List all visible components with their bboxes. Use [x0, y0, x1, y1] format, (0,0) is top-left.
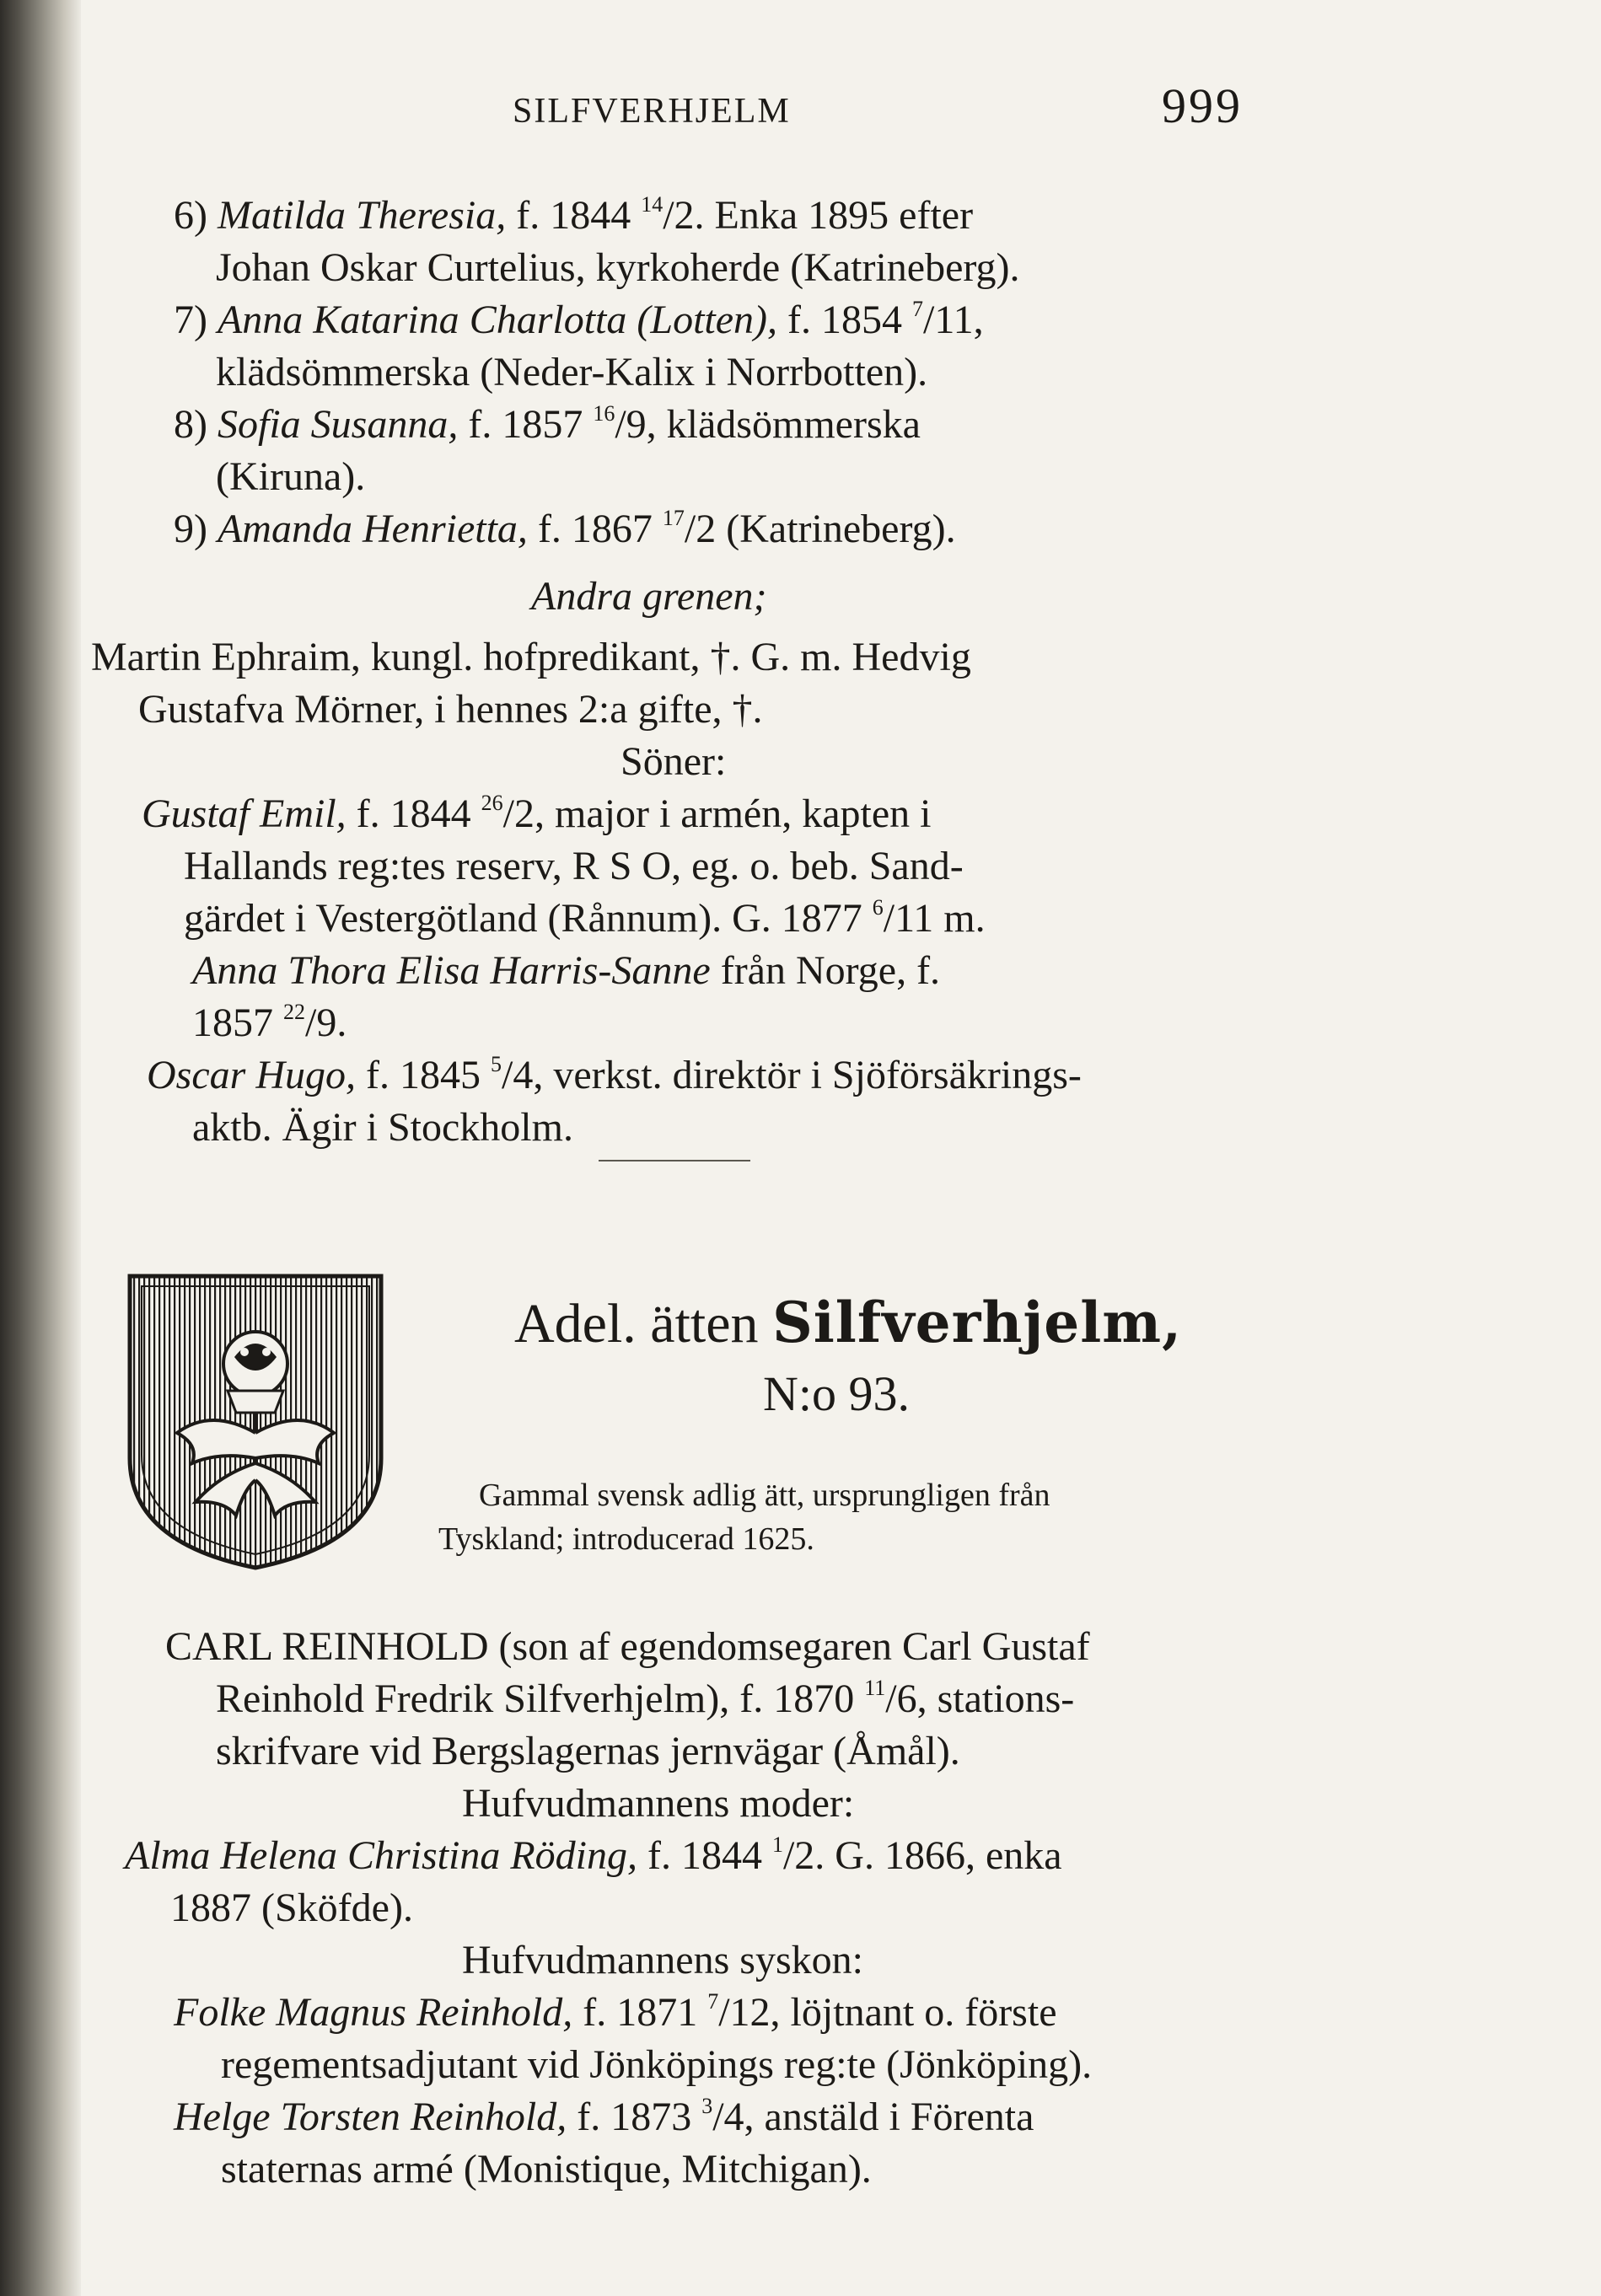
- text-line-3: 7) Anna Katarina Charlotta (Lotten), f. 1854 $^7$/11,: [174, 297, 984, 342]
- text-line-26: Hufvudmannens moder:: [462, 1781, 855, 1826]
- family-heading: Adel. ätten Silfverhjelm,: [514, 1290, 1183, 1355]
- text-line-11: Söner:: [621, 739, 727, 784]
- text-line-5: 8) Sofia Susanna, f. 1857 $^{16}$/9, klädsömmerska: [174, 401, 921, 447]
- text-line-15: Anna Thora Elisa Harris-Sanne från Norge, f.: [192, 948, 941, 993]
- text-line-27: Alma Helena Christina Röding, f. 1844 $^1$/2. G. 1866, enka: [125, 1832, 1062, 1878]
- text-line-28: 1887 (Sköfde).: [170, 1886, 413, 1930]
- text-line-24: Reinhold Fredrik Silfverhjelm), f. 1870 $^{11}$/6, stations-: [216, 1676, 1075, 1721]
- family-number: N:o 93.: [763, 1366, 910, 1421]
- text-line-21: Gammal svensk adlig ätt, ursprungligen från: [479, 1478, 1050, 1513]
- text-line-33: staternas armé (Monistique, Mitchigan).: [221, 2147, 872, 2191]
- text-line-25: skrifvare vid Bergslagernas jernvägar (Åmål).: [216, 1729, 960, 1773]
- coat-of-arms-icon: [118, 1264, 393, 1576]
- text-line-17: Oscar Hugo, f. 1845 $^5$/4, verkst. direktör i Sjöförsäkrings-: [147, 1052, 1082, 1097]
- text-line-7: 9) Amanda Henrietta, f. 1867 $^{17}$/2 (Katrineberg).: [174, 506, 956, 551]
- text-line-23: CARL REINHOLD (son af egendomsegaren Carl Gustaf: [165, 1624, 1090, 1669]
- text-line-32: Helge Torsten Reinhold, f. 1873 $^3$/4, anstäld i Förenta: [174, 2094, 1034, 2139]
- page-edge: [0, 0, 81, 2296]
- text-line-4: klädsömmerska (Neder-Kalix i Norrbotten).: [216, 350, 928, 394]
- text-line-10: Gustafva Mörner, i hennes 2:a gifte, †.: [138, 687, 763, 732]
- text-line-9: Martin Ephraim, kungl. hofpredikant, †. G. m. Hedvig: [91, 635, 971, 679]
- text-line-16: 1857 $^{22}$/9.: [192, 1000, 347, 1045]
- text-line-8: Andra grenen;: [531, 574, 767, 619]
- text-line-1: 6) Matilda Theresia, f. 1844 $^{14}$/2. Enka 1895 efter: [174, 192, 974, 238]
- running-head: SILFVERHJELM: [513, 92, 791, 131]
- text-line-14: gärdet i Vestergötland (Rånnum). G. 1877 $^6$/11 m.: [184, 895, 986, 941]
- text-line-31: regementsadjutant vid Jönköpings reg:te (Jönköping).: [221, 2042, 1093, 2087]
- section-divider: [599, 1160, 750, 1161]
- text-line-30: Folke Magnus Reinhold, f. 1871 $^7$/12, löjtnant o. förste: [174, 1989, 1057, 2035]
- text-line-29: Hufvudmannens syskon:: [462, 1938, 863, 1982]
- page-number: 999: [1162, 78, 1243, 133]
- text-line-22: Tyskland; introducerad 1625.: [438, 1521, 814, 1557]
- text-line-12: Gustaf Emil, f. 1844 $^{26}$/2, major i armén, kapten i: [142, 791, 932, 836]
- text-line-2: Johan Oskar Curtelius, kyrkoherde (Katrineberg).: [216, 245, 1020, 290]
- text-line-6: (Kiruna).: [216, 454, 366, 499]
- text-line-13: Hallands reg:tes reserv, R S O, eg. o. beb. Sand-: [184, 844, 964, 888]
- text-line-18: aktb. Ägir i Stockholm.: [192, 1105, 573, 1150]
